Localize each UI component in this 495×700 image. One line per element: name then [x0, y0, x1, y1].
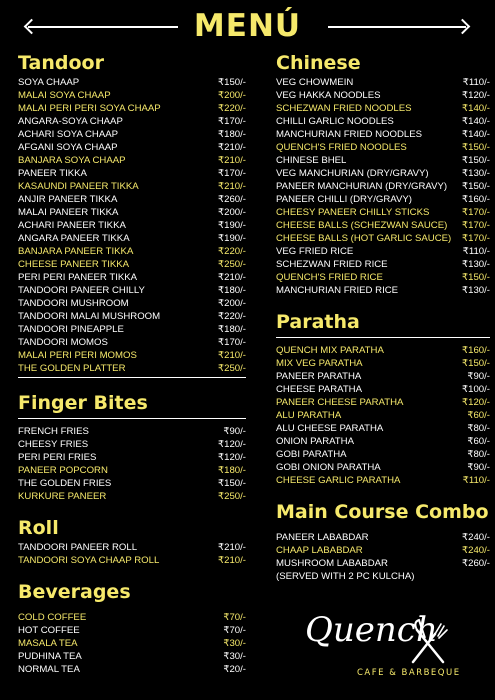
logo-name: Quench [305, 610, 438, 650]
item-name: MANCHURIAN FRIED RICE [276, 285, 399, 296]
menu-item [18, 206, 246, 219]
item-name: ANGARA PANEER TIKKA [18, 233, 130, 244]
item-price: ₹250/- [218, 491, 246, 502]
section-tandoor [18, 50, 246, 378]
menu-item [18, 438, 246, 451]
item-price: ₹220/- [218, 103, 246, 114]
item-price: ₹180/- [218, 285, 246, 296]
item-price: ₹120/- [218, 452, 246, 463]
menu-item [276, 141, 490, 154]
section-roll [18, 515, 246, 567]
item-price: ₹80/- [467, 423, 490, 434]
item-price: ₹170/- [218, 116, 246, 127]
menu-item [18, 258, 246, 271]
item-price: ₹170/- [218, 337, 246, 348]
menu-item [18, 637, 246, 650]
menu-item [18, 336, 246, 349]
item-name: GOBI ONION PARATHA [276, 462, 381, 473]
item-name: THE GOLDEN FRIES [18, 478, 112, 489]
right-arrow-icon [328, 26, 466, 28]
kulcha-note: (SERVED WITH 2 PC KULCHA) [276, 571, 415, 582]
menu-item [18, 115, 246, 128]
menu-item [18, 141, 246, 154]
menu-item [276, 344, 490, 357]
item-price: ₹120/- [462, 397, 490, 408]
item-name: FRENCH FRIES [18, 426, 89, 437]
right-column [276, 50, 490, 583]
item-name: MASALA TEA [18, 638, 78, 649]
item-price: ₹220/- [218, 311, 246, 322]
item-price: ₹210/- [218, 350, 246, 361]
menu-item [18, 477, 246, 490]
item-name: HOT COFFEE [18, 625, 80, 636]
item-name: VEG HAKKA NOODLES [276, 90, 381, 101]
item-price: ₹170/- [462, 233, 490, 244]
menu-item [276, 531, 490, 544]
item-price: ₹90/- [467, 371, 490, 382]
item-price: ₹250/- [218, 259, 246, 270]
item-name: MIX VEG PARATHA [276, 358, 363, 369]
item-price: ₹190/- [218, 220, 246, 231]
menu-item [18, 167, 246, 180]
item-price: ₹70/- [223, 612, 246, 623]
item-name: PANEER MANCHURIAN (DRY/GRAVY) [276, 181, 448, 192]
section-title-roll: Roll [18, 517, 59, 539]
item-name: MANCHURIAN FRIED NOODLES [276, 129, 423, 140]
item-name: PANEER TIKKA [18, 168, 87, 179]
menu-item [276, 357, 490, 370]
menu-item [276, 544, 490, 557]
menu-item [18, 102, 246, 115]
menu-item [18, 128, 246, 141]
item-name: CHEESY PANEER CHILLY STICKS [276, 207, 430, 218]
item-name: ANJIR PANEER TIKKA [18, 194, 118, 205]
section-chinese [276, 50, 490, 297]
menu-item [18, 271, 246, 284]
item-price: ₹260/- [462, 558, 490, 569]
item-name: AFGANI SOYA CHAAP [18, 142, 118, 153]
item-name: CHEESE GARLIC PARATHA [276, 475, 401, 486]
menu-item [18, 193, 246, 206]
menu-item [276, 271, 490, 284]
item-price: ₹210/- [218, 155, 246, 166]
item-name: TANDOORI PINEAPPLE [18, 324, 124, 335]
item-name: BANJARA PANEER TIKKA [18, 246, 134, 257]
menu-item [276, 206, 490, 219]
menu-item [18, 89, 246, 102]
item-price: ₹180/- [218, 129, 246, 140]
item-price: ₹110/- [462, 77, 490, 88]
menu-item [276, 193, 490, 206]
menu-item [18, 180, 246, 193]
item-price: ₹260/- [218, 194, 246, 205]
item-price: ₹130/- [462, 285, 490, 296]
item-price: ₹30/- [223, 651, 246, 662]
menu-item [276, 557, 490, 570]
logo-tagline: CAFE & BARBEQUE [357, 668, 461, 678]
item-name: ONION PARATHA [276, 436, 354, 447]
menu-item [276, 370, 490, 383]
menu-item [276, 383, 490, 396]
menu-item [18, 323, 246, 336]
item-price: ₹170/- [462, 207, 490, 218]
item-price: ₹120/- [218, 439, 246, 450]
item-name: MALAI PERI PERI MOMOS [18, 350, 137, 361]
item-price: ₹150/- [462, 181, 490, 192]
item-name: KURKURE PANEER [18, 491, 107, 502]
menu-item [276, 102, 490, 115]
item-name: GOBI PARATHA [276, 449, 347, 460]
item-price: ₹190/- [218, 233, 246, 244]
item-name: PERI PERI PANEER TIKKA [18, 272, 138, 283]
item-price: ₹130/- [462, 259, 490, 270]
menu-item [276, 409, 490, 422]
item-price: ₹30/- [223, 638, 246, 649]
section-beverages [18, 579, 246, 676]
item-name: BANJARA SOYA CHAAP [18, 155, 126, 166]
menu-item [276, 284, 490, 297]
menu-item [276, 435, 490, 448]
menu-item [276, 245, 490, 258]
menu-item [18, 425, 246, 438]
item-name: TANDOORI MUSHROOM [18, 298, 129, 309]
menu-item [276, 154, 490, 167]
item-name: VEG CHOWMEIN [276, 77, 354, 88]
menu-item [18, 663, 246, 676]
menu-item [276, 167, 490, 180]
item-name: CHEESE PARATHA [276, 384, 363, 395]
menu-item [276, 461, 490, 474]
menu-item [18, 362, 246, 375]
item-price: ₹210/- [218, 181, 246, 192]
item-price: ₹150/- [218, 478, 246, 489]
item-name: PERI PERI FRIES [18, 452, 97, 463]
item-price: ₹210/- [218, 142, 246, 153]
item-name: SCHEZWAN FRIED RICE [276, 259, 388, 270]
menu-item [18, 219, 246, 232]
header [0, 6, 495, 50]
item-name: QUENCH'S FRIED NOODLES [276, 142, 407, 153]
item-name: COLD COFFEE [18, 612, 87, 623]
item-name: PANEER PARATHA [276, 371, 362, 382]
item-price: ₹220/- [218, 246, 246, 257]
item-price: ₹170/- [218, 168, 246, 179]
item-price: ₹80/- [467, 449, 490, 460]
menu-item [18, 464, 246, 477]
menu-item [276, 396, 490, 409]
section-title-main-course: Main Course Combo [276, 501, 489, 523]
menu-item [18, 611, 246, 624]
item-name: TANDOORI MALAI MUSHROOM [18, 311, 161, 322]
item-name: TANDOORI PANEER ROLL [18, 542, 138, 553]
item-name: TANDOORI SOYA CHAAP ROLL [18, 555, 160, 566]
item-name: PANEER CHEESE PARATHA [276, 397, 404, 408]
menu-item [276, 448, 490, 461]
item-name: VEG MANCHURIAN (DRY/GRAVY) [276, 168, 429, 179]
item-name: KASAUNDI PANEER TIKKA [18, 181, 139, 192]
item-price: ₹210/- [218, 555, 246, 566]
item-name: CHILLI GARLIC NOODLES [276, 116, 394, 127]
item-price: ₹210/- [218, 542, 246, 553]
menu-item [18, 76, 246, 89]
item-price: ₹150/- [462, 142, 490, 153]
item-name: TANDOORI PANEER CHILLY [18, 285, 145, 296]
item-price: ₹130/- [462, 168, 490, 179]
item-price: ₹160/- [462, 194, 490, 205]
item-price: ₹160/- [462, 345, 490, 356]
item-name: THE GOLDEN PLATTER [18, 363, 126, 374]
item-price: ₹20/- [223, 664, 246, 675]
menu-item [276, 258, 490, 271]
item-name: CHAAP LABABDAR [276, 545, 363, 556]
item-name: CHEESE BALLS (SCHEZWAN SAUCE) [276, 220, 448, 231]
item-name: PANEER LABABDAR [276, 532, 369, 543]
section-title-beverages: Beverages [18, 581, 131, 603]
item-name: ACHARI SOYA CHAAP [18, 129, 119, 140]
section-paratha [276, 309, 490, 487]
section-title-finger-bites: Finger Bites [18, 392, 148, 414]
quench-logo [305, 610, 465, 690]
item-price: ₹200/- [218, 207, 246, 218]
menu-item [276, 180, 490, 193]
menu-item [18, 297, 246, 310]
item-price: ₹110/- [462, 475, 490, 486]
item-name: ACHARI PANEER TIKKA [18, 220, 126, 231]
item-name: PANEER POPCORN [18, 465, 108, 476]
menu-item [18, 541, 246, 554]
menu-item [276, 219, 490, 232]
item-price: ₹120/- [462, 90, 490, 101]
menu-item [276, 89, 490, 102]
fork-knife-icon [405, 616, 455, 666]
item-name: MUSHROOM LABABDAR [276, 558, 388, 569]
menu-item [18, 451, 246, 464]
item-name: PANEER CHILLI (DRY/GRAVY) [276, 194, 412, 205]
item-name: VEG FRIED RICE [276, 246, 354, 257]
menu-item [276, 232, 490, 245]
menu-item [18, 232, 246, 245]
item-name: MALAI PANEER TIKKA [18, 207, 119, 218]
item-price: ₹240/- [462, 532, 490, 543]
menu-item [18, 490, 246, 503]
item-price: ₹110/- [462, 246, 490, 257]
item-price: ₹150/- [218, 77, 246, 88]
section-title-chinese: Chinese [276, 52, 361, 74]
item-name: ALU PARATHA [276, 410, 342, 421]
item-price: ₹180/- [218, 324, 246, 335]
menu-item [18, 624, 246, 637]
item-price: ₹140/- [462, 129, 490, 140]
item-price: ₹210/- [218, 272, 246, 283]
item-name: CHINESE BHEL [276, 155, 347, 166]
item-name: QUENCH MIX PARATHA [276, 345, 384, 356]
item-name: ANGARA-SOYA CHAAP [18, 116, 123, 127]
section-title-tandoor: Tandoor [18, 52, 104, 74]
menu-item [276, 422, 490, 435]
item-price: ₹140/- [462, 103, 490, 114]
left-column [18, 50, 246, 676]
item-price: ₹140/- [462, 116, 490, 127]
item-price: ₹60/- [467, 410, 490, 421]
item-price: ₹250/- [218, 363, 246, 374]
item-name: CHEESE PANEER TIKKA [18, 259, 130, 270]
item-price: ₹240/- [462, 545, 490, 556]
item-name: MALAI PERI PERI SOYA CHAAP [18, 103, 161, 114]
item-price: ₹150/- [462, 155, 490, 166]
menu-item [276, 115, 490, 128]
menu-item [276, 474, 490, 487]
item-name: QUENCH'S FRIED RICE [276, 272, 383, 283]
menu-item [18, 310, 246, 323]
section-title-paratha: Paratha [276, 311, 360, 333]
item-price: ₹200/- [218, 90, 246, 101]
menu-item [18, 554, 246, 567]
section-finger-bites [18, 390, 246, 503]
menu-item [276, 128, 490, 141]
menu-item [18, 154, 246, 167]
item-name: MALAI SOYA CHAAP [18, 90, 111, 101]
page-title: MENÚ [193, 8, 302, 44]
menu-item [18, 650, 246, 663]
item-price: ₹90/- [223, 426, 246, 437]
item-price: ₹150/- [462, 358, 490, 369]
item-name: CHEESY FRIES [18, 439, 89, 450]
menu-item [276, 76, 490, 89]
item-price: ₹170/- [462, 220, 490, 231]
item-name: NORMAL TEA [18, 664, 80, 675]
menu-item [18, 284, 246, 297]
item-price: ₹200/- [218, 298, 246, 309]
item-name: SOYA CHAAP [18, 77, 80, 88]
item-price: ₹70/- [223, 625, 246, 636]
item-price: ₹100/- [462, 384, 490, 395]
menu-item [18, 245, 246, 258]
item-price: ₹90/- [467, 462, 490, 473]
item-price: ₹180/- [218, 465, 246, 476]
item-name: PUDHINA TEA [18, 651, 82, 662]
item-name: CHEESE BALLS (HOT GARLIC SAUCE) [276, 233, 452, 244]
item-name: TANDOORI MOMOS [18, 337, 108, 348]
section-main-course-combo [276, 499, 490, 583]
item-name: ALU CHEESE PARATHA [276, 423, 384, 434]
item-price: ₹150/- [462, 272, 490, 283]
menu-item [18, 349, 246, 362]
item-name: SCHEZWAN FRIED NOODLES [276, 103, 412, 114]
item-price: ₹60/- [467, 436, 490, 447]
